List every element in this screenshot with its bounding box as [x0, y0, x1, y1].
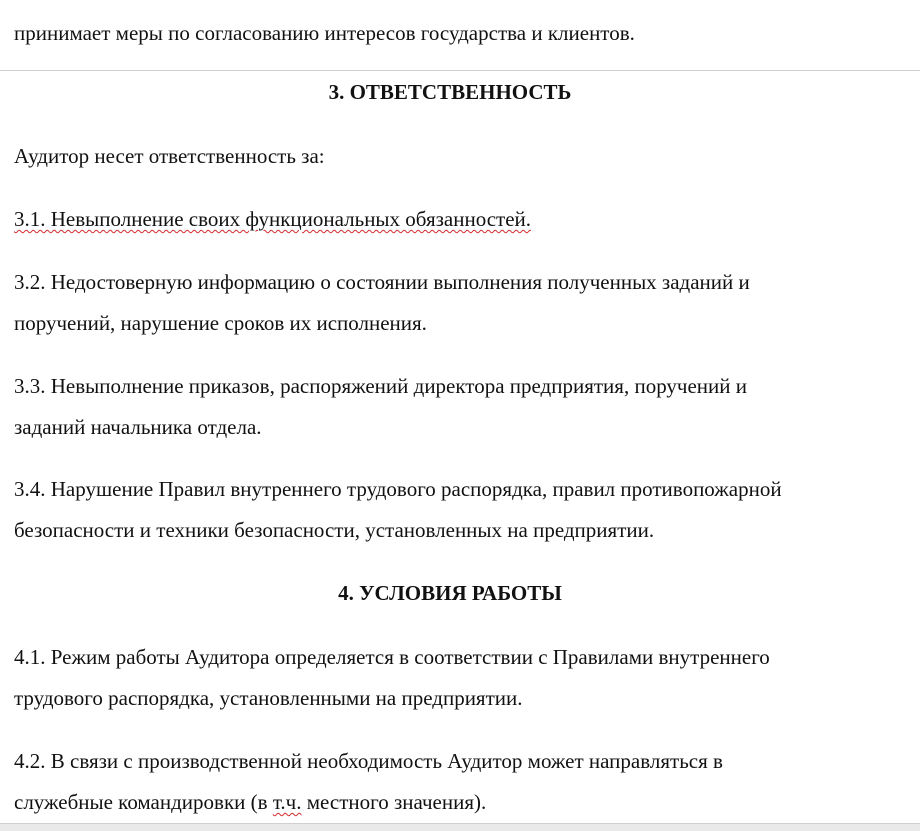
list-item-4-2-line-2 [14, 790, 486, 814]
section-heading-responsibility: 3. ОТВЕТСТВЕННОСТЬ [328, 80, 572, 104]
list-item-3-3-line-1: 3.3. Невыполнение приказов, распоряжений директора предприятия, поручений и [14, 374, 748, 398]
list-item-3-2-line-1: 3.2. Недостоверную информацию о состоянии выполнения полученных заданий и [14, 270, 750, 294]
text-segment: местного значения). [301, 790, 487, 814]
spellcheck-flagged-word: т.ч. [272, 790, 302, 814]
list-item-4-2-line-1: 4.2. В связи с производственной необходимость Аудитор может направляться в [14, 749, 723, 773]
section-heading-working-conditions: 4. УСЛОВИЯ РАБОТЫ [338, 581, 562, 605]
text-segment: служебные командировки (в [14, 790, 273, 814]
list-item-4-1-line-1: 4.1. Режим работы Аудитора определяется в соответствии с Правилами внутреннего [14, 645, 770, 669]
list-item-text: 3.1. Невыполнение своих функциональных обязанностей. [14, 207, 532, 231]
clipped-previous-line [14, 0, 19, 6]
page-break-divider [0, 70, 920, 71]
paragraph-line: принимает меры по согласованию интересов государства и клиентов. [14, 21, 635, 45]
list-item-3-2-line-2: поручений, нарушение сроков их исполнения. [14, 311, 427, 335]
list-item-3-1 [14, 207, 531, 231]
list-item-3-4-line-1: 3.4. Нарушение Правил внутреннего трудового распорядка, правил противопожарной [14, 477, 782, 501]
paragraph-intro: Аудитор несет ответственность за: [14, 144, 325, 168]
list-item-3-4-line-2: безопасности и техники безопасности, установленных на предприятии. [14, 518, 655, 542]
list-item-3-3-line-2: заданий начальника отдела. [14, 415, 262, 439]
list-item-4-1-line-2: трудового распорядка, установленными на предприятии. [14, 686, 523, 710]
